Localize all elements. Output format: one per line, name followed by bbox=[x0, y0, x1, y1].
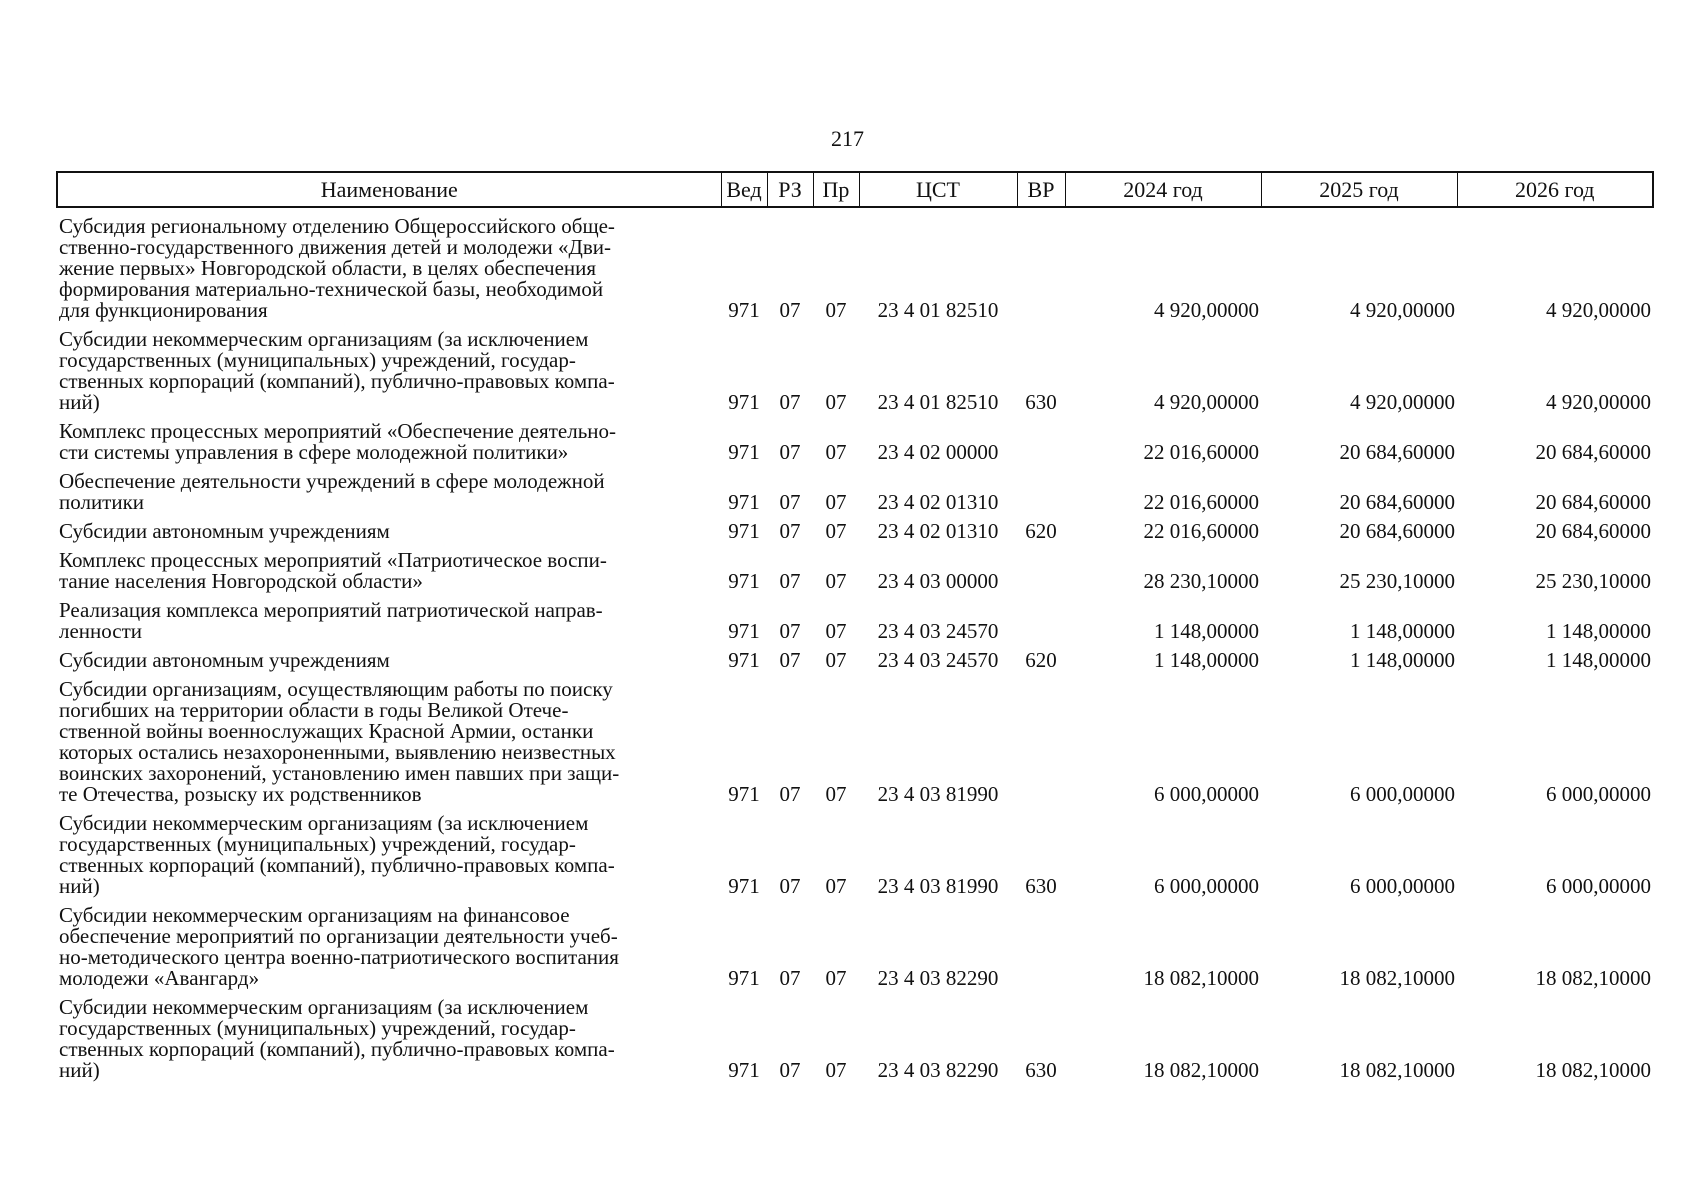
cell-vr bbox=[1017, 592, 1065, 642]
row-name-line: ственных корпораций (компаний), публично-правовых компа- bbox=[59, 369, 615, 393]
row-name bbox=[57, 463, 721, 513]
row-name-line: государственных (муниципальных) учреждений, государ- bbox=[59, 1016, 576, 1040]
table-row bbox=[57, 542, 1653, 592]
row-name-line: ственных корпораций (компаний), публично-правовых компа- bbox=[59, 853, 615, 877]
cell-ved: 971 bbox=[728, 966, 760, 990]
row-name-line: воинских захоронений, установлению имен павших при защи- bbox=[59, 761, 620, 785]
cell-2025: 4 920,00000 bbox=[1350, 298, 1455, 322]
cell-ved: 971 bbox=[728, 782, 760, 806]
cell-rz: 07 bbox=[779, 874, 801, 898]
cell-rz: 07 bbox=[779, 1058, 801, 1082]
cell-ved: 971 bbox=[728, 1058, 760, 1082]
row-name-line: Субсидии автономным учреждениям bbox=[59, 648, 390, 672]
cell-pr: 07 bbox=[825, 569, 847, 593]
table-body bbox=[57, 207, 1653, 1081]
cell-2024: 6 000,00000 bbox=[1154, 874, 1259, 898]
table-row bbox=[57, 321, 1653, 413]
table-row bbox=[57, 207, 1653, 321]
cell-pr: 07 bbox=[825, 440, 847, 464]
row-name bbox=[57, 207, 721, 321]
row-name-line: ний) bbox=[59, 1058, 100, 1082]
header-2025: 2025 год bbox=[1261, 172, 1457, 207]
cell-2025: 18 082,10000 bbox=[1339, 966, 1455, 990]
row-name-line: Обеспечение деятельности учреждений в сфере молодежной bbox=[59, 469, 605, 493]
cell-rz: 07 bbox=[779, 440, 801, 464]
cell-2024: 6 000,00000 bbox=[1154, 782, 1259, 806]
row-name-line: которых остались незахороненными, выявлению неизвестных bbox=[59, 740, 616, 764]
row-name-line: формирования материально-технической базы, необходимой bbox=[59, 277, 604, 301]
row-name-line: ственных корпораций (компаний), публично-правовых компа- bbox=[59, 1037, 615, 1061]
cell-rz: 07 bbox=[779, 619, 801, 643]
cell-2024: 4 920,00000 bbox=[1154, 298, 1259, 322]
cell-rz: 07 bbox=[779, 490, 801, 514]
cell-2026: 20 684,60000 bbox=[1535, 440, 1651, 464]
cell-2026: 18 082,10000 bbox=[1535, 966, 1651, 990]
cell-vr: 630 bbox=[1025, 874, 1057, 898]
table-header bbox=[57, 172, 1653, 207]
cell-2025: 25 230,10000 bbox=[1339, 569, 1455, 593]
cell-cst: 23 4 01 82510 bbox=[877, 298, 999, 322]
table-header-row bbox=[57, 172, 1653, 207]
cell-2026: 6 000,00000 bbox=[1546, 782, 1651, 806]
cell-2025: 6 000,00000 bbox=[1350, 782, 1455, 806]
row-name-line: ственной войны военнослужащих Красной Армии, останки bbox=[59, 719, 594, 743]
cell-pr: 07 bbox=[825, 966, 847, 990]
cell-ved: 971 bbox=[728, 648, 760, 672]
row-name-line: Комплекс процессных мероприятий «Обеспечение деятельно- bbox=[59, 419, 617, 443]
cell-cst: 23 4 02 00000 bbox=[877, 440, 999, 464]
header-2024: 2024 год bbox=[1065, 172, 1261, 207]
header-name: Наименование bbox=[57, 172, 721, 207]
row-name bbox=[57, 413, 721, 463]
cell-cst: 23 4 03 81990 bbox=[877, 874, 999, 898]
row-name bbox=[57, 513, 721, 542]
row-name bbox=[57, 897, 721, 989]
table-row bbox=[57, 413, 1653, 463]
cell-2025: 18 082,10000 bbox=[1339, 1058, 1455, 1082]
cell-ved: 971 bbox=[728, 298, 760, 322]
cell-vr bbox=[1017, 207, 1065, 321]
cell-vr: 620 bbox=[1025, 519, 1057, 543]
cell-rz: 07 bbox=[779, 648, 801, 672]
budget-table bbox=[56, 171, 1654, 1081]
row-name-line: Реализация комплекса мероприятий патриотической направ- bbox=[59, 598, 603, 622]
cell-pr: 07 bbox=[825, 874, 847, 898]
row-name-line: Субсидии организациям, осуществляющим работы по поиску bbox=[59, 677, 613, 701]
table-row bbox=[57, 463, 1653, 513]
cell-2026: 1 148,00000 bbox=[1546, 619, 1651, 643]
table-row bbox=[57, 989, 1653, 1081]
cell-2024: 4 920,00000 bbox=[1154, 390, 1259, 414]
row-name-line: ний) bbox=[59, 390, 100, 414]
row-name-line: молодежи «Авангард» bbox=[59, 966, 260, 990]
cell-2024: 1 148,00000 bbox=[1154, 619, 1259, 643]
cell-2025: 1 148,00000 bbox=[1350, 619, 1455, 643]
row-name-line: государственных (муниципальных) учреждений, государ- bbox=[59, 348, 576, 372]
cell-2024: 22 016,60000 bbox=[1143, 490, 1259, 514]
row-name-line: обеспечение мероприятий по организации деятельности учеб- bbox=[59, 924, 618, 948]
row-name-line: Субсидии некоммерческим организациям (за исключением bbox=[59, 995, 589, 1019]
header-2026: 2026 год bbox=[1457, 172, 1653, 207]
cell-rz: 07 bbox=[779, 966, 801, 990]
header-vr: ВР bbox=[1017, 172, 1065, 207]
row-name-line: ленности bbox=[59, 619, 143, 643]
row-name-line: ственно-государственного движения детей и молодежи «Дви- bbox=[59, 235, 611, 259]
cell-ved: 971 bbox=[728, 440, 760, 464]
cell-cst: 23 4 03 24570 bbox=[877, 648, 999, 672]
cell-pr: 07 bbox=[825, 782, 847, 806]
cell-pr: 07 bbox=[825, 519, 847, 543]
budget-table-container bbox=[56, 171, 1652, 1081]
cell-2026: 4 920,00000 bbox=[1546, 298, 1651, 322]
row-name bbox=[57, 642, 721, 671]
row-name-line: тание населения Новгородской области» bbox=[59, 569, 423, 593]
cell-rz: 07 bbox=[779, 569, 801, 593]
cell-2025: 1 148,00000 bbox=[1350, 648, 1455, 672]
cell-cst: 23 4 02 01310 bbox=[877, 490, 999, 514]
cell-cst: 23 4 03 81990 bbox=[877, 782, 999, 806]
row-name bbox=[57, 671, 721, 805]
row-name-line: те Отечества, розыску их родственников bbox=[59, 782, 422, 806]
cell-pr: 07 bbox=[825, 490, 847, 514]
cell-cst: 23 4 03 82290 bbox=[877, 966, 999, 990]
cell-ved: 971 bbox=[728, 874, 760, 898]
row-name bbox=[57, 592, 721, 642]
cell-2024: 22 016,60000 bbox=[1143, 440, 1259, 464]
table-row bbox=[57, 642, 1653, 671]
cell-2026: 4 920,00000 bbox=[1546, 390, 1651, 414]
row-name-line: погибших на территории области в годы Великой Отече- bbox=[59, 698, 569, 722]
cell-pr: 07 bbox=[825, 619, 847, 643]
cell-2024: 18 082,10000 bbox=[1143, 1058, 1259, 1082]
cell-ved: 971 bbox=[728, 619, 760, 643]
cell-2024: 18 082,10000 bbox=[1143, 966, 1259, 990]
cell-vr bbox=[1017, 413, 1065, 463]
cell-rz: 07 bbox=[779, 298, 801, 322]
cell-vr: 630 bbox=[1025, 1058, 1057, 1082]
cell-cst: 23 4 03 24570 bbox=[877, 619, 999, 643]
row-name-line: сти системы управления в сфере молодежной политики» bbox=[59, 440, 569, 464]
cell-vr bbox=[1017, 542, 1065, 592]
row-name-line: Субсидия региональному отделению Общероссийского обще- bbox=[59, 214, 615, 238]
row-name bbox=[57, 805, 721, 897]
cell-2026: 20 684,60000 bbox=[1535, 519, 1651, 543]
cell-2026: 1 148,00000 bbox=[1546, 648, 1651, 672]
cell-ved: 971 bbox=[728, 490, 760, 514]
row-name-line: политики bbox=[59, 490, 145, 514]
cell-vr bbox=[1017, 463, 1065, 513]
row-name-line: Субсидии некоммерческим организациям (за исключением bbox=[59, 811, 589, 835]
page-number: 217 bbox=[831, 126, 864, 151]
row-name bbox=[57, 989, 721, 1081]
cell-vr: 620 bbox=[1025, 648, 1057, 672]
cell-2025: 4 920,00000 bbox=[1350, 390, 1455, 414]
cell-pr: 07 bbox=[825, 1058, 847, 1082]
cell-pr: 07 bbox=[825, 648, 847, 672]
cell-2024: 1 148,00000 bbox=[1154, 648, 1259, 672]
row-name-line: ний) bbox=[59, 874, 100, 898]
cell-ved: 971 bbox=[728, 390, 760, 414]
cell-pr: 07 bbox=[825, 298, 847, 322]
cell-cst: 23 4 03 82290 bbox=[877, 1058, 999, 1082]
cell-vr: 630 bbox=[1025, 390, 1057, 414]
row-name bbox=[57, 542, 721, 592]
row-name-line: Субсидии некоммерческим организациям на финансовое bbox=[59, 903, 570, 927]
cell-cst: 23 4 01 82510 bbox=[877, 390, 999, 414]
cell-2025: 20 684,60000 bbox=[1339, 519, 1455, 543]
row-name-line: для функционирования bbox=[59, 298, 268, 322]
cell-cst: 23 4 02 01310 bbox=[877, 519, 999, 543]
header-pr: Пр bbox=[813, 172, 859, 207]
row-name-line: государственных (муниципальных) учреждений, государ- bbox=[59, 832, 576, 856]
header-ved: Вед bbox=[721, 172, 767, 207]
cell-2024: 28 230,10000 bbox=[1143, 569, 1259, 593]
cell-rz: 07 bbox=[779, 390, 801, 414]
cell-vr bbox=[1017, 897, 1065, 989]
cell-2024: 22 016,60000 bbox=[1143, 519, 1259, 543]
cell-2025: 20 684,60000 bbox=[1339, 440, 1455, 464]
cell-cst: 23 4 03 00000 bbox=[877, 569, 999, 593]
cell-vr bbox=[1017, 671, 1065, 805]
row-name bbox=[57, 321, 721, 413]
cell-rz: 07 bbox=[779, 519, 801, 543]
cell-ved: 971 bbox=[728, 569, 760, 593]
cell-rz: 07 bbox=[779, 782, 801, 806]
header-rz: РЗ bbox=[767, 172, 813, 207]
table-row bbox=[57, 805, 1653, 897]
table-row bbox=[57, 671, 1653, 805]
row-name-line: но-методического центра военно-патриотического воспитания bbox=[59, 945, 619, 969]
cell-2026: 18 082,10000 bbox=[1535, 1058, 1651, 1082]
cell-pr: 07 bbox=[825, 390, 847, 414]
cell-2025: 20 684,60000 bbox=[1339, 490, 1455, 514]
cell-2026: 25 230,10000 bbox=[1535, 569, 1651, 593]
row-name-line: жение первых» Новгородской области, в целях обеспечения bbox=[59, 256, 597, 280]
cell-2025: 6 000,00000 bbox=[1350, 874, 1455, 898]
header-cst: ЦСТ bbox=[859, 172, 1017, 207]
cell-2026: 6 000,00000 bbox=[1546, 874, 1651, 898]
row-name-line: Субсидии некоммерческим организациям (за исключением bbox=[59, 327, 589, 351]
table-row bbox=[57, 513, 1653, 542]
cell-ved: 971 bbox=[728, 519, 760, 543]
table-row bbox=[57, 592, 1653, 642]
row-name-line: Комплекс процессных мероприятий «Патриотическое воспи- bbox=[59, 548, 607, 572]
cell-2026: 20 684,60000 bbox=[1535, 490, 1651, 514]
row-name-line: Субсидии автономным учреждениям bbox=[59, 519, 390, 543]
table-row bbox=[57, 897, 1653, 989]
